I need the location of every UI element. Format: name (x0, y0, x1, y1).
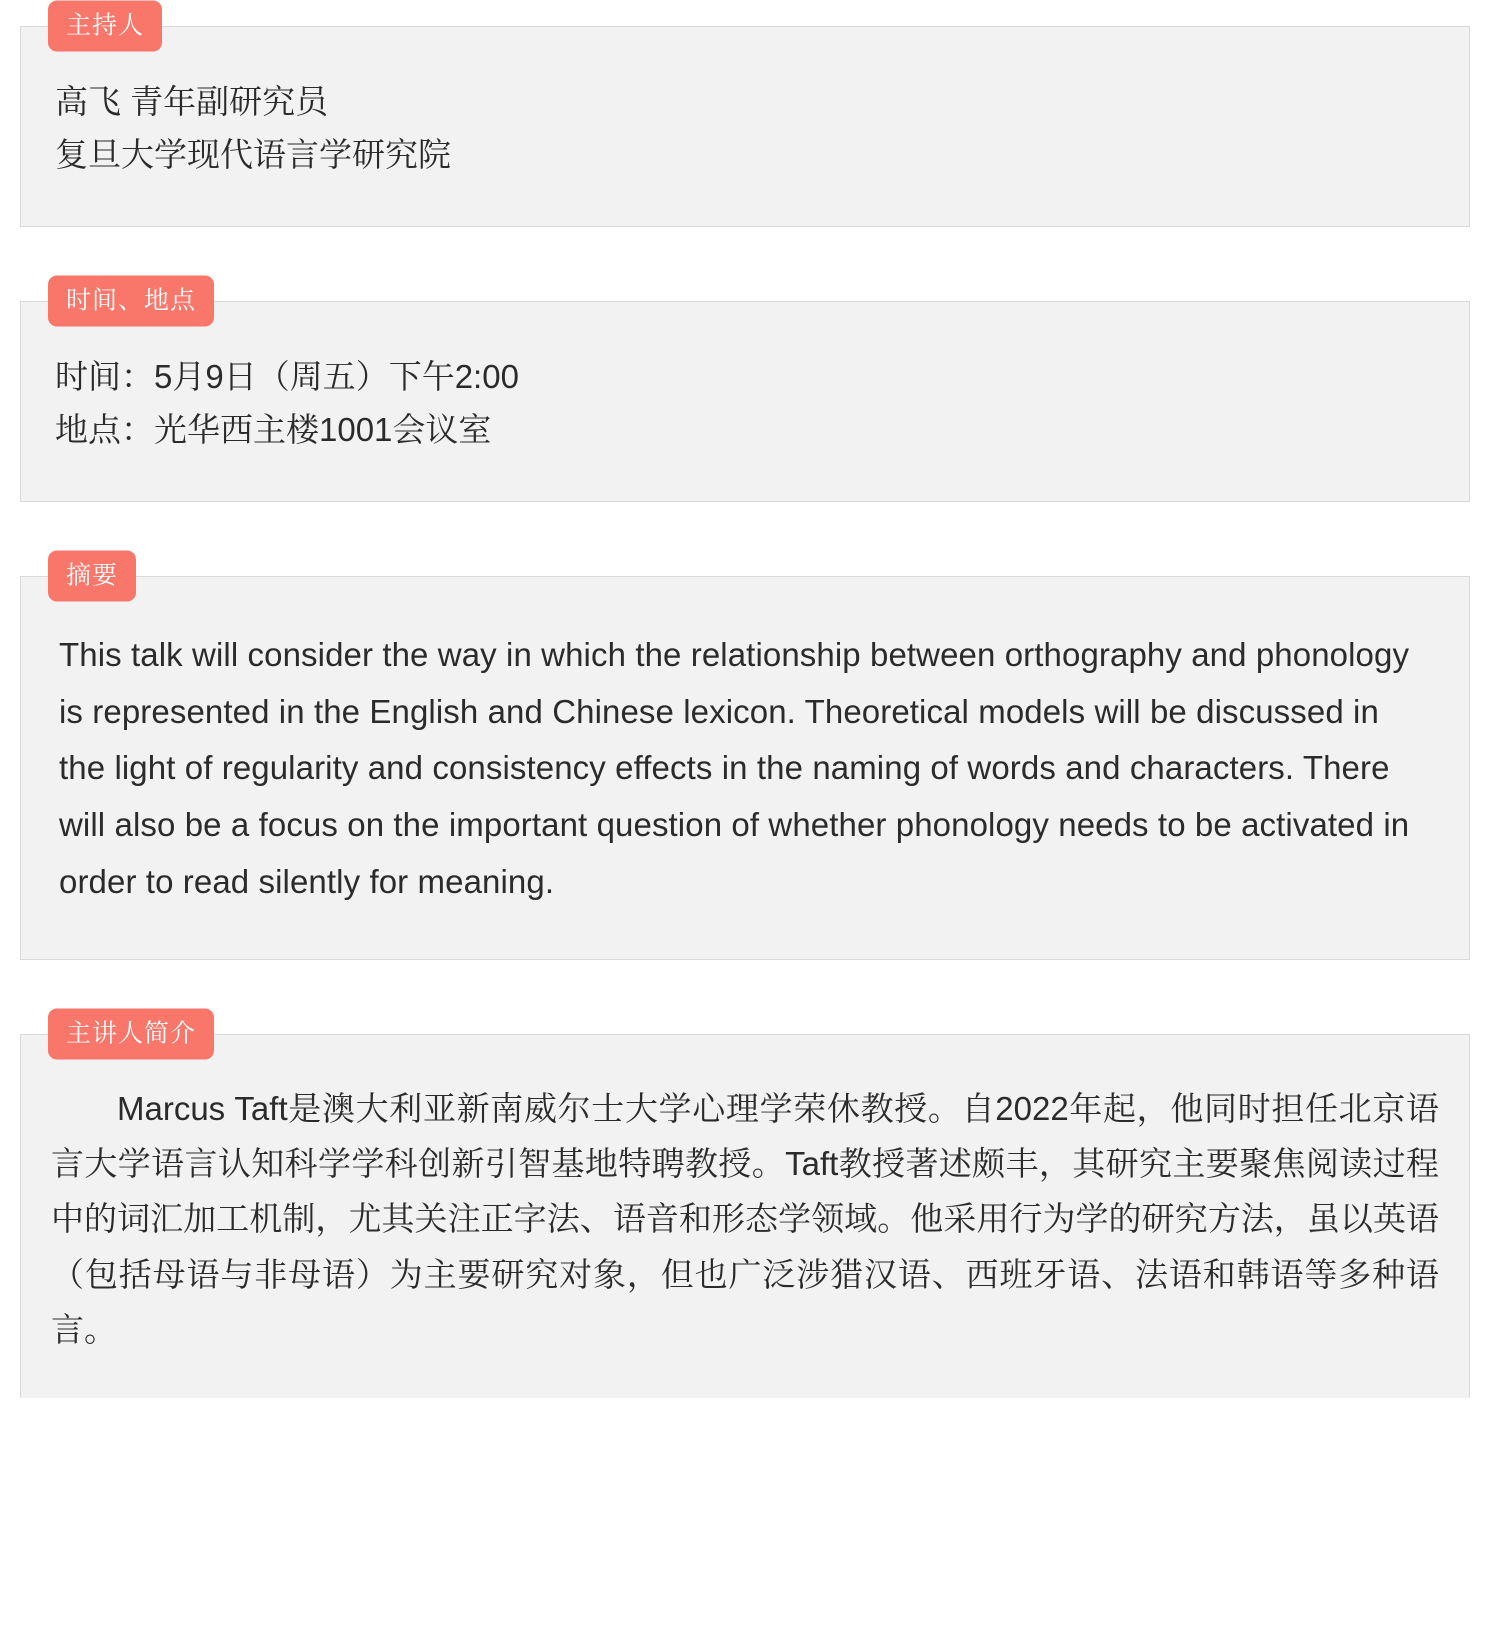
host-affiliation: 复旦大学现代语言学研究院 (55, 136, 451, 174)
event-time: 时间：5月9日（周五）下午2:00 (55, 357, 519, 395)
section-abstract (20, 561, 1470, 960)
host-name: 高飞 青年副研究员 (55, 83, 329, 120)
event-location: 地点：光华西主楼1001会议室 (55, 411, 492, 449)
section-body-abstract (20, 576, 1470, 960)
section-badge-abstract: 摘要 (48, 550, 136, 601)
section-time-location (20, 286, 1470, 502)
section-speaker-bio (20, 1019, 1470, 1398)
section-body-host (20, 26, 1470, 227)
speaker-bio-text: Marcus Taft是澳大利亚新南威尔士大学心理学荣休教授。自2022年起，他同时担任北京语言大学语言认知科学学科创新引智基地特聘教授。Taft教授著述颇丰，其研究主要聚焦阅读过程中的词汇加工机制，尤其关注正字法、语音和形态学领域。他采用行为学的研究方法，虽以英语（包括母语与非母语）为主要研究对象，但也广泛涉猎汉语、西班牙语、法语和韩语等多种语言。 (51, 1089, 1439, 1349)
abstract-text: This talk will consider the way in which the relationship between orthography and phonology is represented in the English and Chinese lexicon. Theoretical models will be discussed in the light of regularity and consistency effects in the naming of words and characters. There will also be a focus on the important question of whether phonology needs to be activated in order to read silently for meaning. (59, 635, 1410, 900)
section-host (20, 11, 1470, 227)
section-body-time-location (20, 301, 1470, 502)
section-badge-host: 主持人 (48, 1, 162, 52)
section-body-speaker-bio (20, 1034, 1470, 1398)
top-spacer (20, 0, 1470, 26)
section-badge-time-location: 时间、地点 (48, 275, 214, 326)
section-badge-speaker-bio: 主讲人简介 (48, 1008, 214, 1059)
